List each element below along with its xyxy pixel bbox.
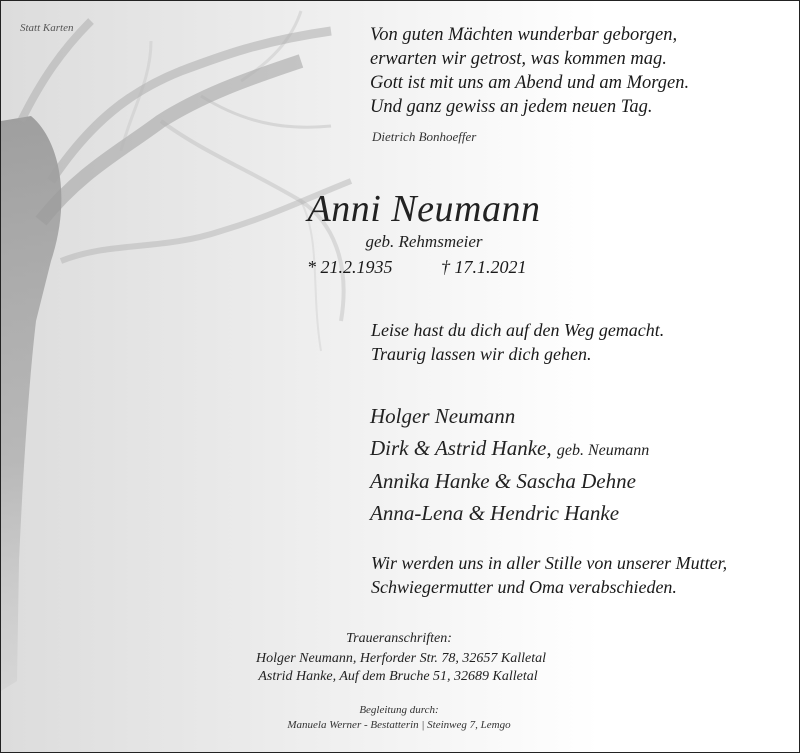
- maiden-name: geb. Rehmsmeier: [365, 232, 483, 251]
- family-member-name: Dirk & Astrid Hanke,: [370, 435, 552, 460]
- undertaker-info: Manuela Werner - Bestatterin | Steinweg 7, Lemgo: [287, 719, 511, 731]
- verse-line: Traurig lassen wir dich gehen.: [371, 344, 592, 364]
- closing-line: Wir werden uns in aller Stille von unserer Mutter,: [371, 553, 728, 573]
- family-member: Annika Hanke & Sascha Dehne: [370, 469, 636, 493]
- statt-karten-label: Statt Karten: [20, 22, 74, 34]
- family-member: Holger Neumann: [370, 404, 516, 428]
- verse-line: Leise hast du dich auf den Weg gemacht.: [371, 320, 665, 340]
- family-member-nee: geb. Neumann: [556, 441, 650, 459]
- addresses-title: Traueranschriften:: [346, 631, 452, 646]
- poem: [370, 23, 689, 119]
- poem-author: Dietrich Bonhoeffer: [372, 129, 477, 144]
- poem-line: Gott ist mit uns am Abend und am Morgen.: [370, 73, 690, 93]
- verse: [371, 318, 664, 366]
- closing-text: [371, 551, 727, 599]
- funeral-title: Begleitung durch:: [359, 704, 439, 716]
- family-list: [370, 401, 649, 529]
- birth-date: * 21.2.1935: [307, 257, 393, 277]
- poem-line: erwarten wir getrost, was kommen mag.: [370, 49, 667, 69]
- poem-line: Von guten Mächten wunderbar geborgen,: [370, 25, 678, 45]
- address-line: Astrid Hanke, Auf dem Bruche 51, 32689 Kalletal: [258, 669, 538, 684]
- closing-line: Schwiegermutter und Oma verabschieden.: [371, 577, 677, 597]
- deceased-name: Anni Neumann: [307, 188, 541, 230]
- address-line: Holger Neumann, Herforder Str. 78, 32657 Kalletal: [256, 651, 546, 666]
- family-member: [370, 433, 649, 467]
- family-member: Anna-Lena & Hendric Hanke: [370, 500, 620, 525]
- poem-line: Und ganz gewiss an jedem neuen Tag.: [370, 97, 653, 117]
- death-date: † 17.1.2021: [441, 257, 527, 277]
